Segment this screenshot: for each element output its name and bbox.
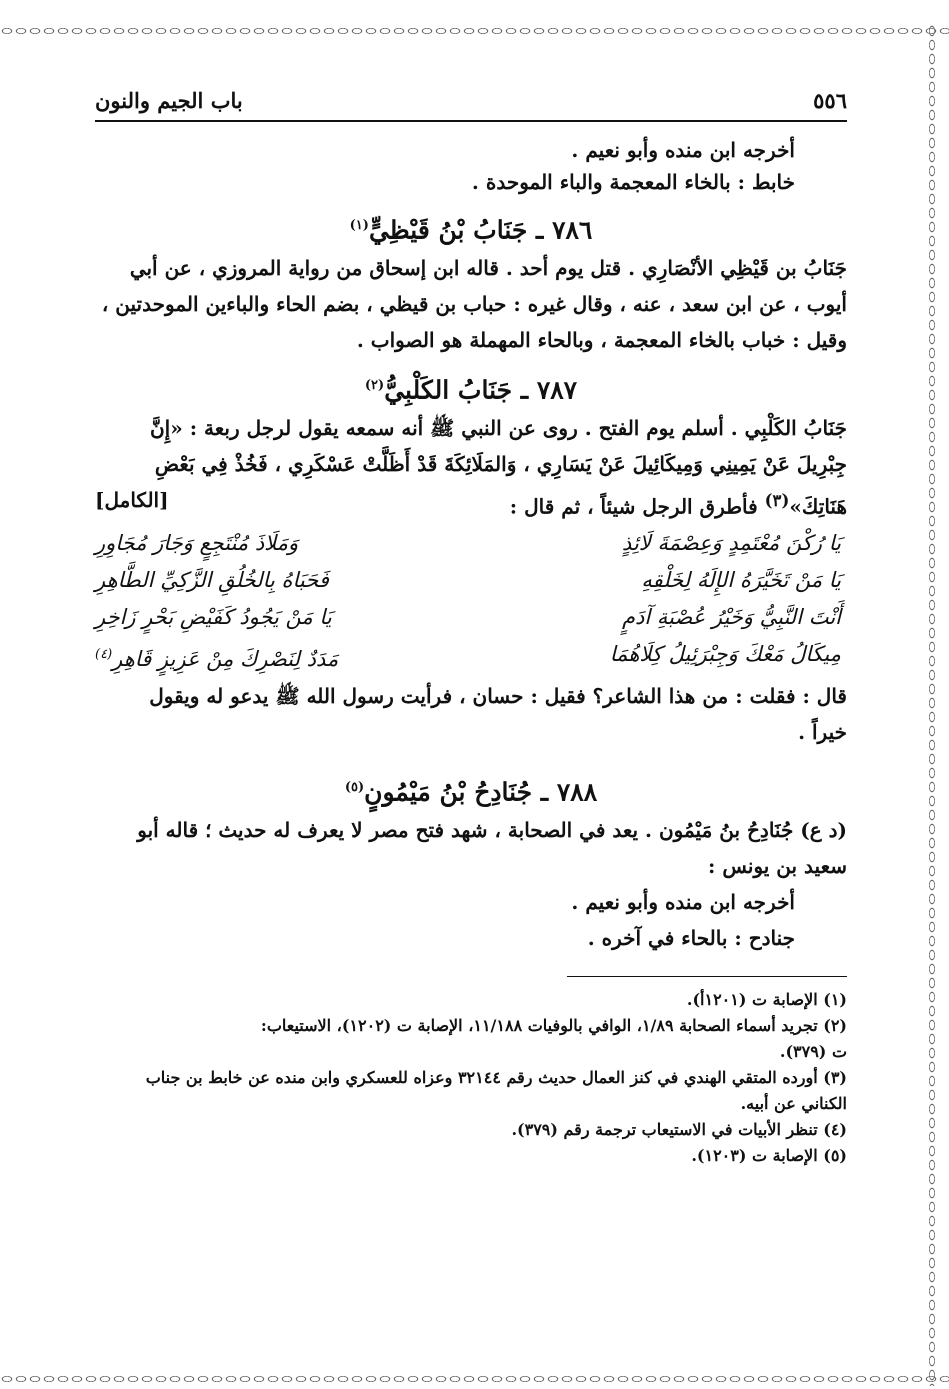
entry-text-line: (د ع) جُنَادِحُ بنُ مَيْمُون . يعد في الصحابة ، شهد فتح مصر لا يعرف له حديث ؛ قاله أبو bbox=[137, 817, 847, 842]
ornamental-border-right bbox=[924, 24, 940, 1386]
poem-intro-line bbox=[95, 482, 847, 525]
narration-text: فأطرق الرجل شيئاً ، ثم قال : bbox=[509, 494, 765, 519]
verse-hemistich-first: أَنْتَ النَّبِيُّ وَخَيْرُ عُصْبَةِ آدَمٍ bbox=[622, 604, 841, 629]
entry-title: ٧٨٦ ـ جَنَابُ بْنُ قَيْظِيٍّ bbox=[368, 215, 593, 245]
verse-hemistich-second: وَمَلَاذَ مُنْتَجِعٍ وَجَارَ مُجَاوِرِ bbox=[95, 530, 299, 555]
entry-heading-786 bbox=[95, 198, 847, 250]
ornamental-border-top bbox=[0, 24, 949, 38]
entry-title: ٧٨٨ ـ جُنَادِحُ بْنُ مَيْمُونٍ bbox=[364, 776, 598, 806]
entry-text-line: جَنَابُ بن قَيْظِي الأنْصَارِي . قتل يوم أحد . قاله ابن إسحاق من رواية المروزي ، عن أبي bbox=[129, 256, 847, 280]
ornamental-border-bottom bbox=[0, 1372, 949, 1386]
footnote-ref: (٣) bbox=[764, 490, 790, 510]
poem-verse bbox=[95, 636, 847, 678]
footnote: (٣) أورده المتقي الهندي في كنز العمال حديث رقم ٣٢١٤٤ وعزاه للعسكري وابن منده عن خابط بن جناب bbox=[145, 1067, 847, 1087]
entry-text-line: أخرجه ابن منده وأبو نعيم . bbox=[571, 889, 795, 914]
page-number: ٥٥٦ bbox=[813, 87, 847, 113]
poetic-meter: [الكامل] bbox=[95, 488, 169, 512]
verse-hemistich-second: يَا مَنْ يَجُودُ كَفَيْضِ بَحْرٍ زَاخِرِ bbox=[95, 604, 332, 629]
footnote: (١) الإصابة ت (١٢٠١أ). bbox=[686, 989, 847, 1009]
hadith-line: جِبْرِيلَ عَنْ يَمِينِي وَمِيكَائِيلَ عَنْ يَسَارِي ، وَالمَلَائِكَةَ قَدْ أَظَلَّتْ عَسْكَرِي ، فَخُذْ فِي بَعْضِ bbox=[154, 452, 847, 476]
entry-text-line: جنادح : بالحاء في آخره . bbox=[587, 925, 795, 950]
footnote-continuation: ت (٣٧٩). bbox=[779, 1041, 847, 1061]
footnote-ref: (١) bbox=[349, 218, 369, 233]
verse-hemistich-first: مِيكَالُ مَعْكَ وَجِبْرَئِيلُ كِلَاهُمَا bbox=[609, 641, 841, 666]
verse-hemistich-second bbox=[95, 636, 453, 678]
opening-line: أخرجه ابن منده وأبو نعيم . bbox=[571, 138, 795, 162]
chapter-title: باب الجيم والنون bbox=[95, 87, 243, 113]
poem-verse bbox=[95, 525, 847, 562]
entry-title: ٧٨٧ ـ جَنَابُ الكَلْبِيُّ bbox=[384, 375, 578, 405]
entry-heading-787 bbox=[95, 358, 847, 410]
poem-verse bbox=[95, 562, 847, 599]
footnote: (٥) الإصابة ت (١٢٠٣). bbox=[691, 1145, 847, 1165]
verse-hemistich-first: يَا رُكْنَ مُعْتَمِدٍ وَعِصْمَةَ لَائِذٍ bbox=[621, 530, 841, 555]
poem-verse bbox=[95, 599, 847, 636]
entry-text-line: سعيد بن يونس : bbox=[708, 853, 847, 878]
footnote-continuation: الكناني عن أبيه. bbox=[740, 1093, 847, 1113]
verse-text: مَدَدٌ لِنَصْرِكَ مِنْ عَزِيزٍ قَاهِرِ bbox=[112, 646, 339, 671]
entry-text-line: خيراً . bbox=[798, 719, 847, 744]
running-head bbox=[95, 80, 847, 122]
verse-hemistich-second: فَحَبَاهُ بِالخُلُقِ الزَّكِيِّ الطَّاهِرِ bbox=[95, 567, 329, 592]
entry-text-line: أيوب ، عن ابن سعد ، عنه ، وقال غيره : حباب بن قيظي ، بضم الحاء والباءين الموحدتين ، bbox=[101, 292, 847, 316]
entry-text-line: وقيل : خباب بالخاء المعجمة ، وبالحاء المهملة هو الصواب . bbox=[356, 328, 847, 352]
verse-hemistich-first: يَا مَنْ تَخَيَّرَهُ الإِلَهُ لِخَلْقِهِ bbox=[641, 567, 841, 592]
book-page bbox=[95, 80, 847, 1169]
footnote-rule bbox=[567, 976, 847, 977]
entry-text-line: قال : فقلت : من هذا الشاعر؟ فقيل : حسان ، فرأيت رسول الله ﷺ يدعو له ويقول bbox=[149, 683, 847, 708]
footnote: (٤) تنظر الأبيات في الاستيعاب ترجمة رقم (٣٧٩). bbox=[511, 1119, 847, 1139]
footnote-ref: (٢) bbox=[364, 378, 385, 393]
entry-text-line: جَنَابُ الكَلْبِي . أسلم يوم الفتح . روى عن النبي ﷺ أنه سمعه يقول لرجل ربعة : «إِنَّ bbox=[149, 416, 847, 440]
footnote: (٢) تجريد أسماء الصحابة ١/٨٩، الوافي بالوفيات ١١/١٨٨، الإصابة ت (١٢٠٢)، الاستيعاب: bbox=[260, 1015, 847, 1035]
footnote-ref: (٥) bbox=[344, 779, 365, 795]
footnote-ref: (٤) bbox=[95, 646, 113, 662]
hadith-end: هَنَاتِكَ» bbox=[789, 494, 847, 519]
entry-heading-788 bbox=[95, 760, 847, 812]
opening-line: خابط : بالخاء المعجمة والباء الموحدة . bbox=[471, 170, 795, 194]
